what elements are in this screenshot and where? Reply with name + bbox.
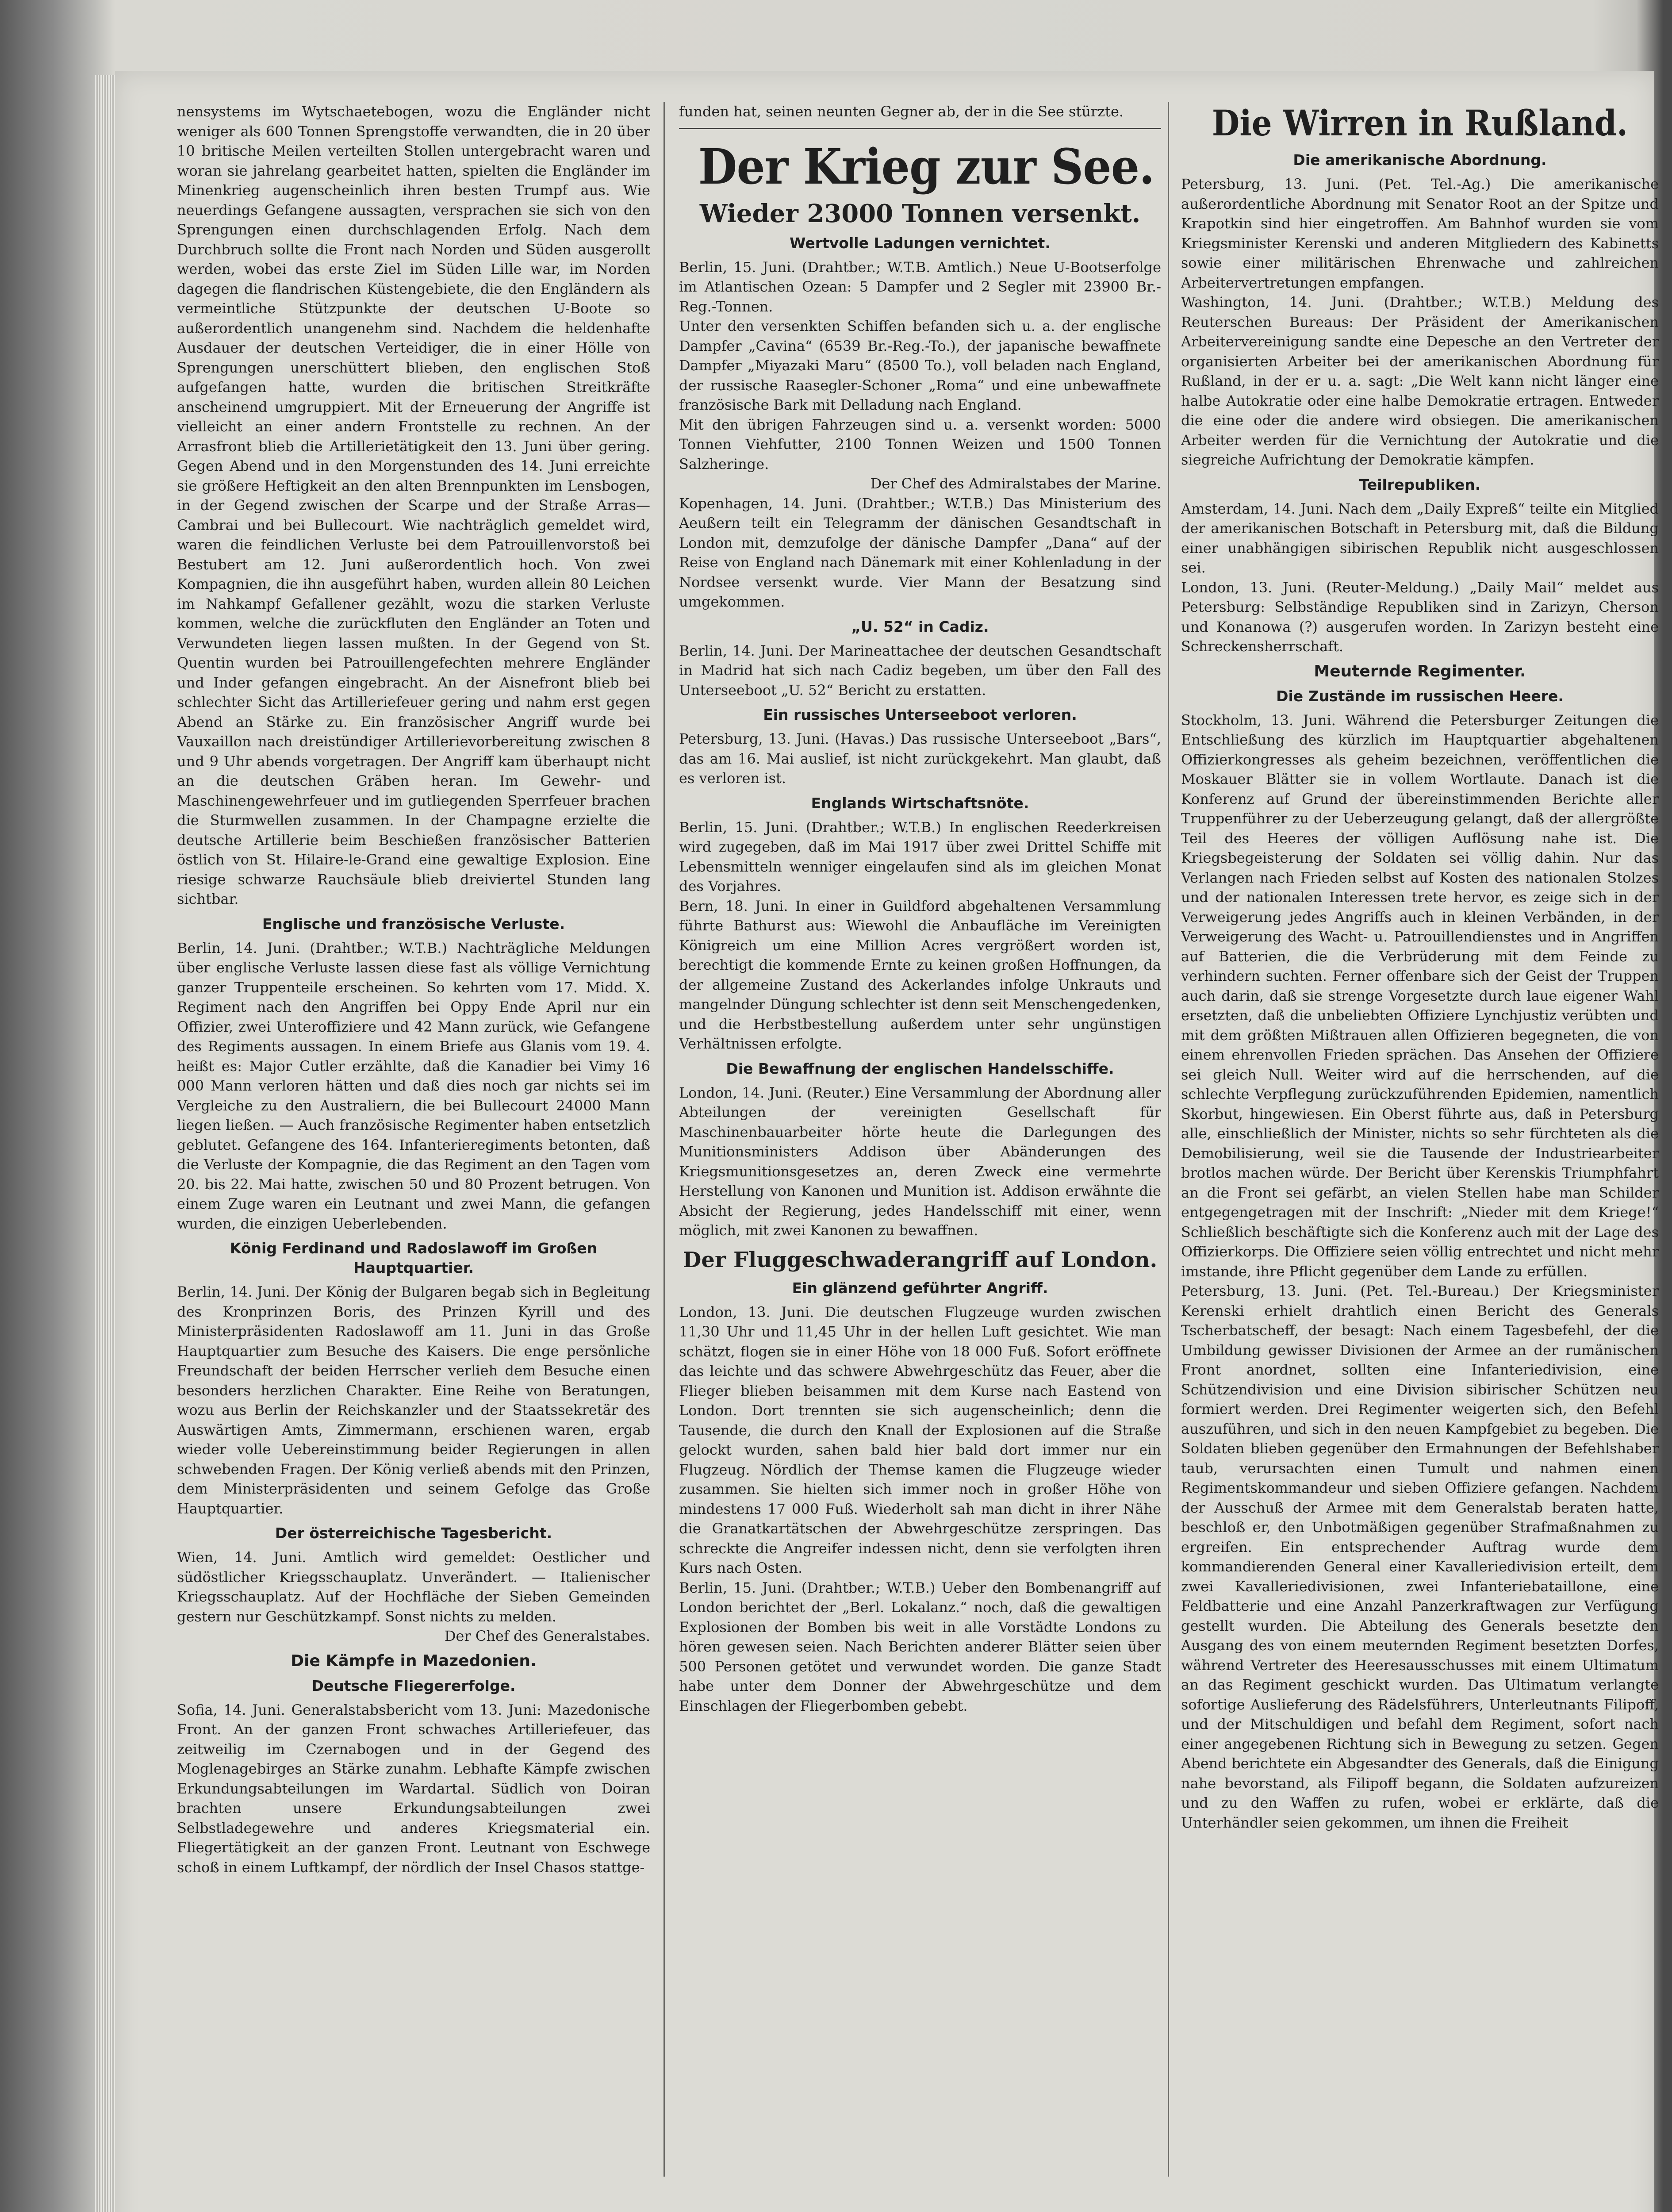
article-paragraph: Petersburg, 13. Juni. (Pet. Tel.-Ag.) Die amerikanische außerordentliche Abordnung mit Senator Root an der Spitze und Krapotkin sind hier eingetroffen. Am Bahnhof wurden sie vom Kriegsminister Kerenski und anderen Mitgliedern des Kabinetts sowie einer militärischen Ehrenwache und zahlreichen Arbeitervertretungen empfangen. — [1181, 176, 1659, 291]
article-paragraph: Bern, 18. Juni. In einer in Guildford abgehaltenen Versammlung führte Bathurst aus: Wiewohl die Anbaufläche im Vereinigten Königreich um eine Million Acres vergrößert worden ist, berechtigt die kommende Ernte zu keinen großen Hoffnungen, da der allgemeine Zustand des Ackerlandes infolge Unkrauts und mangelnder Düngung schlechter ist denn seit Menschengedenken, und die Herbstbestellung außerdem unter sehr ungünstigen Verhältnissen erfolgte. — [679, 897, 1161, 1052]
article-paragraph: Berlin, 15. Juni. (Drahtber.; W.T.B.) In englischen Reederkreisen wird zugegeben, daß im Mai 1917 über zwei Drittel Schiffe mit Lebensmitteln wenniger eingelaufen sind als im gleichen Monat des Vorjahres. — [679, 818, 1161, 895]
column-3 — [1181, 102, 1659, 2181]
article-paragraph: Amsterdam, 14. Juni. Nach dem „Daily Expreß“ teilte ein Mitglied der amerikanischen Botschaft in Petersburg mit, daß die Bildung einer unabhängigen sibirischen Republik nicht ausgeschlossen sei. — [1181, 500, 1659, 576]
section-heading: Der Fluggeschwaderangriff auf London. — [683, 1247, 1158, 1272]
article-paragraph: Berlin, 15. Juni. (Drahtber.; W.T.B.) Ueber den Bombenangriff auf London berichtet der „Berl. Lokalanz.“ noch, daß die gewaltigen Explosionen der Bomben bis weit in alle Vorstädte Londons zu hören gewesen seien. Nach Berichten anderer Blätter seien über 500 Personen getötet und verwundet worden. Die ganze Stadt habe unter dem Donner der Abwehrgeschütze und dem Einschlagen der Fliegerbomben gebebt. — [679, 1579, 1161, 1714]
section-subheading: Ein russisches Unterseeboot verloren. — [763, 706, 1077, 723]
article-paragraph: London, 14. Juni. (Reuter.) Eine Versammlung der Abordnung aller Abteilungen der vereinigten Gesellschaft für Maschinenbauarbeiter hörte heute die Darlegungen des Munitionsministers Addison über Abänderungen des Kriegsmunitionsgesetzes an, deren Zweck eine vermehrte Herstellung von Kanonen und Munition ist. Addison erwähnte die Absicht der Regierung, jedes Handelsschiff mit einer, wenn möglich, mit zwei Kanonen zu bewaffnen. — [679, 1084, 1161, 1239]
section-subheading: Englands Wirtschaftsnöte. — [811, 794, 1029, 812]
article-paragraph: Kopenhagen, 14. Juni. (Drahtber.; W.T.B.) Das Ministerium des Aeußern teilt ein Telegramm der dänischen Gesandtschaft in London mit, demzufolge der dänische Dampfer „Dana“ auf der Reise von England nach Dänemark mit einer Kohlenladung in der Nordsee versenkt wurde. Vier Mann der Besatzung sind umgekommen. — [679, 495, 1161, 610]
article-paragraph: funden hat, seinen neunten Gegner ab, der in die See stürzte. — [679, 103, 1124, 120]
article-paragraph: Unter den versenkten Schiffen befanden sich u. a. der englische Dampfer „Cavina“ (6539 Br.-Reg.-To.), der japanische bewaffnete Dampfer „Miyazaki Maru“ (8500 To.), voll beladen nach England, der russische Raasegler-Schoner „Roma“ und eine unbewaffnete französische Bark mit Delladung nach England. — [679, 318, 1161, 413]
section-subheading: „U. 52“ in Cadiz. — [851, 618, 989, 635]
article-signature: Der Chef des Admiralstabes der Marine. — [870, 475, 1161, 492]
section-subheading: Englische und französische Verluste. — [262, 915, 565, 933]
column-rule — [1168, 102, 1169, 2177]
section-subheading: Deutsche Fliegererfolge. — [311, 1677, 516, 1694]
article-paragraph: Berlin, 15. Juni. (Drahtber.; W.T.B. Amtlich.) Neue U-Bootserfolge im Atlantischen Ozean: 5 Dampfer und 2 Segler mit 23900 Br.-Reg.-Tonnen. — [679, 258, 1161, 315]
article-paragraph: Washington, 14. Juni. (Drahtber.; W.T.B.) Meldung des Reuterschen Bureaus: Der Präsident der Amerikanischen Arbeitervereinigung sandte eine Depesche an den Vertreter der organisierten Arbeiter bei der amerikanischen Abordnung für Rußland, in der er u. a. sagt: „Die Welt kann nicht länger eine halbe Autokratie oder eine halbe Demokratie ertragen. Entweder die eine oder die andere wird obsiegen. Die amerikanischen Arbeiter werden für die Vernichtung der Autokratie und die siegreiche Aufrichtung der Demokratie kämpfen. — [1181, 294, 1659, 468]
section-subheading: Die amerikanische Abordnung. — [1293, 151, 1547, 169]
section-subheading: Die Bewaffnung der englischen Handelsschiffe. — [726, 1060, 1114, 1077]
section-subheading: Der österreichische Tagesbericht. — [275, 1525, 552, 1542]
book-spine — [95, 75, 115, 2212]
main-heading: Der Krieg zur See. — [698, 138, 1154, 195]
section-subheading: Wertvolle Ladungen vernichtet. — [790, 234, 1051, 252]
article-paragraph: Berlin, 14. Juni. Der König der Bulgaren begab sich in Begleitung des Kronprinzen Boris, des Prinzen Kyrill und des Ministerpräsidenten Radoslawoff am 11. Juni in das Große Hauptquartier zum Besuche des Kaisers. Die enge persönliche Freundschaft der beiden Herrscher verlieh dem Besuche einen besonders herzlichen Charakter. Eine Reihe von Beratungen, wozu aus Berlin der Reichskanzler und der Staatssekretär des Auswärtigen Amts, Zimmermann, erschienen waren, ergab wieder volle Uebereinstimmung beider Regierungen in allen schwebenden Fragen. Der König verließ abends mit den Prinzen, dem Ministerpräsidenten und seinem Gefolge das Große Hauptquartier. — [177, 1283, 650, 1517]
article-paragraph: Wien, 14. Juni. Amtlich wird gemeldet: Oestlicher und südöstlicher Kriegsschauplatz. Unverändert. — Italienischer Kriegsschauplatz. Auf der Hochfläche der Sieben Gemeinden gestern nur Geschützkampf. Sonst nichts zu melden. — [177, 1549, 650, 1625]
column-2 — [679, 102, 1161, 2181]
article-paragraph: London, 13. Juni. (Reuter-Meldung.) „Daily Mail“ meldet aus Petersburg: Selbständige Republiken sind in Zarizyn, Cherson und Konanowa (?) ausgerufen worden. In Zarizyn besteht eine Schreckensherrschaft. — [1181, 579, 1659, 655]
article-paragraph: nensystems im Wytschaetebogen, wozu die Engländer nicht weniger als 600 Tonnen Sprengstoffe verwandten, die in 20 über 10 britische Meilen verteilten Stollen untergebracht waren und woran sie jahrelang gearbeitet hatten, spielten die Engländer im Minenkrieg augenscheinlich ihren besten Trumpf aus. Wie neuerdings Gefangene aussagten, versprachen sie sich von den Sprengungen einen durchschlagenden Erfolg. Nach dem Durchbruch sollte die Front nach Norden und Süden ausgerollt werden, wobei das erste Ziel im Süden Lille war, im Norden dagegen die flandrischen Küstengebiete, die den Engländern als vermeintliche Stützpunkte der deutschen U-Boote so außerordentlich unangenehm sind. Nachdem die heldenhafte Ausdauer der deutschen Verteidiger, die in einer Hölle von Sprengungen unerschüttert blieben, den englischen Stoß aufgefangen hatte, wurden die britischen Streitkräfte anscheinend umgruppiert. Mit der Erneuerung der Angriffe ist vielleicht an einer andern Frontstelle zu rechnen. An der Arrasfront blieb die Artillerietätigkeit den 13. Juni über gering. Gegen Abend und in den Morgenstunden des 14. Juni erreichte sie größere Heftigkeit an den alten Brennpunkten im Lensbogen, in der Gegend zwischen der Scarpe und der Straße Arras—Cambrai und bei Bullecourt. Wie nachträglich gemeldet wird, waren die feindlichen Verluste bei dem Patrouillenvorstoß bei Bestubert am 12. Juni außerordentlich hoch. Von zwei Kompagnien, die ihn ausgeführt haben, wurden allein 80 Leichen im Nahkampf Gefallener gezählt, wozu die starken Verluste kommen, welche die zurückfluten den Engländer an Toten und Verwundeten liegen lassen mußten. In der Gegend von St. Quentin wurden bei Patrouillengefechten mehrere Engländer und Inder gefangen eingebracht. An der Aisnefront blieb bei schlechter Sicht das Artilleriefeuer gering und nahm erst gegen Abend an Stärke zu. Ein französischer Angriff wurde bei Vauxaillon nach dreistündiger Artillerievorbereitung zwischen 8 und 9 Uhr abends vorgetragen. Der Angriff kam überhaupt nicht an die deutschen Gräben heran. Im Gewehr- und Maschinengewehrfeuer und im gutliegenden Sperrfeuer brachen die Sturmwellen zusammen. In der Champagne erzielte die deutsche Artillerie beim Beschießen französischer Batterien östlich von St. Hilaire-le-Grand eine gewaltige Explosion. Eine riesige schwarze Rauchsäule blieb dreiviertel Stunden lang sichtbar. — [177, 103, 650, 907]
section-subheading: Teilrepubliken. — [1359, 476, 1481, 493]
section-subheading: Ein glänzend geführter Angriff. — [792, 1279, 1048, 1297]
article-paragraph: Stockholm, 13. Juni. Während die Petersburger Zeitungen die Entschließung des kürzlich im Hauptquartier abgehaltenen Offizierkongresses als geheim bezeichnen, veröffentlichen die Moskauer Blätter sie in vollem Wortlaute. Danach ist die Konferenz auf Grund der übereinstimmenden Berichte aller Truppenführer zu der Ueberzeugung gelangt, daß der allergrößte Teil des Heeres der völligen Auflösung nahe ist. Die Kriegsbegeisterung der Soldaten sei völlig dahin. Nur das Verlangen nach Frieden selbst auf Kosten des nationalen Stolzes und der nationalen Interessen trete hervor, es zeige sich in der Verweigerung jedes Angriffs auch in kleinen Verbänden, in der Verweigerung des Wacht- u. Patrouillendienstes und in Angriffen auf Batterien, die die Verbrüderung mit dem Feinde zu verhindern suchten. Ferner offenbare sich der Geist der Truppen auch darin, daß sie strenge Vorgesetzte durch laue eigener Wahl ersetzten, daß die unbeliebten Offiziere Lynchjustiz verübten und mit dem größten Mißtrauen allen Offizieren begegneten, die von einem ehrenvollen Frieden sprächen. Das Ansehen der Offiziere sei gleich Null. Weiter wird auf die herrschenden, auf die schlechte Verpflegung zurückzuführenden Epidemien, namentlich Skorbut, hingewiesen. Ein Oberst führte aus, daß in Petersburg alle, einschließlich der Minister, nichts so sehr fürchteten als die Demobilisierung, weil sie die Tausende der Industriearbeiter brotlos machen würde. Der Bericht über Kerenskis Triumphfahrt an die Front sei gefärbt, an vielen Stellen habe man Schilder entgegengetragen mit der Inschrift: „Nieder mit dem Kriege!“ Schließlich beschäftigte sich die Konferenz auch mit der Lage des Offizierkorps. Die Offiziere seien völlig entrechtet und nicht mehr imstande, ihre Pflicht gegenüber dem Lande zu erfüllen. — [1181, 711, 1659, 1280]
article-paragraph: Sofia, 14. Juni. Generalstabsbericht vom 13. Juni: Mazedonische Front. An der ganzen Front schwaches Artilleriefeuer, das zeitweilig im Czernabogen und in der Gegend des Moglenagebirges an Stärke zunahm. Lebhafte Kämpfe zwischen Erkundungsabteilungen im Wardartal. Südlich von Doiran brachten unsere Erkundungsabteilungen zwei Selbstladegewehre und anderes Kriegsmaterial ein. Fliegertätigkeit an der ganzen Front. Leutnant von Eschwege schoß in einem Luftkampf, der nördlich der Insel Chasos stattge- — [177, 1701, 650, 1876]
article-paragraph: Mit den übrigen Fahrzeugen sind u. a. versenkt worden: 5000 Tonnen Viehfutter, 2100 Tonnen Weizen und 1500 Tonnen Salzheringe. — [679, 416, 1161, 472]
article-paragraph: London, 13. Juni. Die deutschen Flugzeuge wurden zwischen 11,30 Uhr und 11,45 Uhr in der hellen Luft gesichtet. Wie man schätzt, flogen sie in einer Höhe von 18 000 Fuß. Sofort eröffnete das leichte und das schwere Abwehrgeschütz das Feuer, aber die Flieger blieben beisammen mit dem Kurse nach Eastend von London. Dort trennten sie sich augenscheinlich; denn die Tausende, die durch den Knall der Explosionen auf die Straße gelockt wurden, sahen bald hier bald dort immer nur ein Flugzeug. Nördlich der Themse kamen die Flugzeuge wieder zusammen. Sie hielten sich immer noch in großer Höhe von mindestens 17 000 Fuß. Wiederholt sah man dicht in ihrer Nähe die Granatkartätschen der Abwehrgeschütze zerspringen. Das schreckte die Angreifer indessen nicht, denn sie verfolgten ihren Kurs nach Osten. — [679, 1303, 1161, 1576]
column-1 — [177, 102, 650, 2181]
section-divider — [679, 128, 1161, 129]
article-signature: Der Chef des Generalstabes. — [444, 1628, 650, 1644]
article-paragraph: Petersburg, 13. Juni. (Pet. Tel.-Bureau.) Der Kriegsminister Kerenski erhielt drahtlich einen Bericht des Generals Tscherbatscheff, der besagt: Nach einem Tagesbefehl, der die Umbildung gewisser Divisionen der Armee an der rumänischen Front anordnet, sollten eine Infanteriedivision, eine Schützendivision und eine Division sibirischer Schützen neu formiert werden. Drei Regimenter weigerten sich, den Befehl auszuführen, und sich in den neuen Kampfgebiet zu begeben. Die Soldaten blieben gegenüber den Ermahnungen der Befehlshaber taub, verursachten einen Tumult und nahmen einen Regimentskommandeur und sieben Offiziere gefangen. Nachdem der Ausschuß der Armee mit dem Generalstab beraten hatte, beschloß er, den Unbotmäßigen gegenüber Strafmaßnahmen zu ergreifen. Ein entsprechender Auftrag wurde dem kommandierenden General einer Kavalleriedivision erteilt, dem zwei Kavalleriedivisionen, zwei Infanteriebataillone, eine Feldbatterie und eine Anzahl Panzerkraftwagen zur Verfügung gestellt wurden. Die Abteilung des Generals besetzte den Ausgang des von einem meuternden Regiment besetzten Dorfes, während Vertreter des Heeresausschusses mit einem Ultimatum an das Regiment geschickt wurden. Das Ultimatum verlangte sofortige Auslieferung des Rädelsführers, Unterleutnants Filipoff, und der Mitschuldigen und befahl dem Regiment, sofort nach einer angegebenen Richtung sich in Bewegung zu setzen. Gegen Abend berichtete ein Abgesandter des Generals, daß die Einigung nahe bevorstand, als Filipoff begann, die Soldaten aufzureizen und zu den Waffen zu rufen, wobei er erklärte, daß die Unterhändler seien gekommen, um ihnen die Freiheit — [1181, 1283, 1659, 1831]
section-subheading: Die Zustände im russischen Heere. — [1276, 687, 1564, 705]
column-rule — [663, 102, 665, 2177]
main-heading: Die Wirren in Rußland. — [1212, 102, 1628, 144]
section-heading: Meuternde Regimenter. — [1314, 662, 1526, 680]
article-paragraph: Petersburg, 13. Juni. (Havas.) Das russische Unterseeboot „Bars“, das am 16. Mai auslief, ist nicht zurückgekehrt. Man glaubt, daß es verloren ist. — [679, 730, 1161, 787]
section-heading: Wieder 23000 Tonnen versenkt. — [699, 199, 1141, 228]
article-paragraph: Berlin, 14. Juni. Der Marineattachee der deutschen Gesandtschaft in Madrid hat sich nach Cadiz begeben, um über den Fall des Unterseeboot „U. 52“ Bericht zu erstatten. — [679, 642, 1161, 699]
article-paragraph: Berlin, 14. Juni. (Drahtber.; W.T.B.) Nachträgliche Meldungen über englische Verluste lassen diese fast als völlige Vernichtung ganzer Truppenteile erscheinen. So kehrten vom 17. Midd. X. Regiment nach den Angriffen bei Oppy Ende April nur ein Offizier, zwei Unteroffiziere und 42 Mann zurück, wie Gefangene des Regiments aussagen. In einem Briefe aus Glanis vom 19. 4. heißt es: Major Cutler erzählte, daß die Kanadier bei Vimy 16 000 Mann verloren hätten und daß dies noch gar nichts sei im Vergleiche zu den Australiern, die bei Bullecourt 24000 Mann liegen ließen. — Auch französische Regimenter haben entsetzlich geblutet. Gefangene des 164. Infanterieregiments betonten, daß die Verluste der Kompagnie, die das Regiment an den Tagen vom 20. bis 22. Mai hatte, zwischen 50 und 80 Prozent betrugen. Von einem Zuge waren ein Leutnant und zwei Mann, die gefangen wurden, die einzigen Ueberlebenden. — [177, 939, 650, 1232]
section-heading: Die Kämpfe in Mazedonien. — [291, 1651, 537, 1670]
section-subheading: König Ferdinand und Radoslawoff im Großen Hauptquartier. — [230, 1240, 598, 1276]
